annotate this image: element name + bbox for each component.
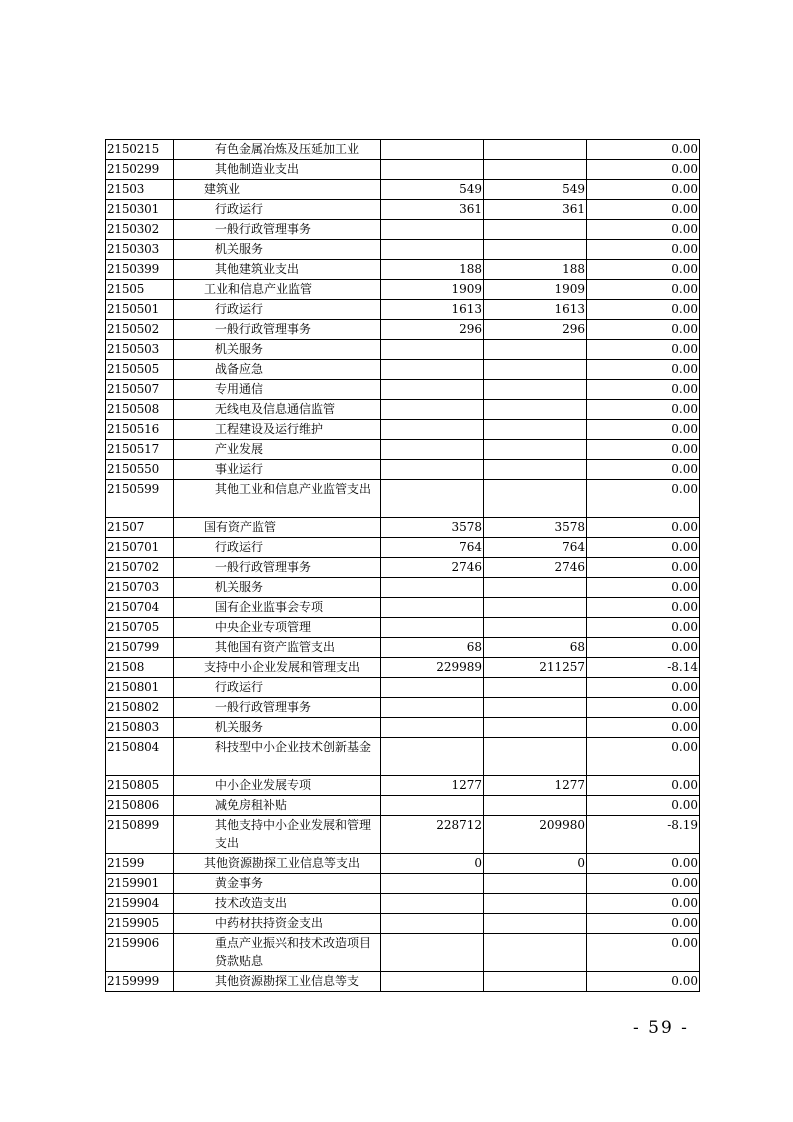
percent-cell: 0.00 <box>587 380 700 400</box>
amount-cell: 1277 <box>381 776 484 796</box>
amount-cell <box>381 420 484 440</box>
name-cell: 事业运行 <box>174 460 381 480</box>
amount-cell: 296 <box>484 320 587 340</box>
percent-cell: 0.00 <box>587 260 700 280</box>
code-cell: 2150508 <box>106 400 174 420</box>
amount-cell <box>484 914 587 934</box>
name-cell: 机关服务 <box>174 578 381 598</box>
code-cell: 2150802 <box>106 698 174 718</box>
name-cell: 行政运行 <box>174 200 381 220</box>
amount-cell <box>381 400 484 420</box>
table-row <box>106 340 700 360</box>
code-cell: 2150299 <box>106 160 174 180</box>
code-cell: 2150505 <box>106 360 174 380</box>
amount-cell <box>381 240 484 260</box>
code-cell: 2150516 <box>106 420 174 440</box>
table-row <box>106 518 700 538</box>
table-row <box>106 698 700 718</box>
amount-cell <box>381 380 484 400</box>
code-cell: 21599 <box>106 854 174 874</box>
page-number: - 59 - <box>633 1018 689 1038</box>
percent-cell: 0.00 <box>587 400 700 420</box>
table-row <box>106 578 700 598</box>
percent-cell: 0.00 <box>587 160 700 180</box>
amount-cell <box>484 400 587 420</box>
name-cell: 黄金事务 <box>174 874 381 894</box>
amount-cell: 1613 <box>484 300 587 320</box>
name-cell: 一般行政管理事务 <box>174 320 381 340</box>
table-row <box>106 440 700 460</box>
code-cell: 2150801 <box>106 678 174 698</box>
amount-cell <box>484 440 587 460</box>
amount-cell: 1613 <box>381 300 484 320</box>
amount-cell: 211257 <box>484 658 587 678</box>
code-cell: 2150399 <box>106 260 174 280</box>
name-cell: 其他建筑业支出 <box>174 260 381 280</box>
amount-cell: 229989 <box>381 658 484 678</box>
table-row <box>106 240 700 260</box>
code-cell: 2159904 <box>106 894 174 914</box>
budget-table <box>105 139 700 992</box>
amount-cell <box>484 894 587 914</box>
code-cell: 2150502 <box>106 320 174 340</box>
amount-cell <box>484 578 587 598</box>
table-row <box>106 300 700 320</box>
amount-cell <box>381 598 484 618</box>
amount-cell <box>484 598 587 618</box>
code-cell: 21503 <box>106 180 174 200</box>
amount-cell: 188 <box>484 260 587 280</box>
amount-cell <box>381 718 484 738</box>
amount-cell <box>381 440 484 460</box>
code-cell: 2150501 <box>106 300 174 320</box>
name-cell: 建筑业 <box>174 180 381 200</box>
name-cell: 重点产业振兴和技术改造项目贷款贴息 <box>174 934 381 972</box>
code-cell: 2150799 <box>106 638 174 658</box>
table-row <box>106 816 700 854</box>
amount-cell <box>484 360 587 380</box>
name-cell: 其他资源勘探工业信息等支出 <box>174 854 381 874</box>
amount-cell <box>381 340 484 360</box>
table-row <box>106 854 700 874</box>
amount-cell <box>484 796 587 816</box>
table-row <box>106 934 700 972</box>
name-cell: 其他支持中小企业发展和管理支出 <box>174 816 381 854</box>
name-cell: 技术改造支出 <box>174 894 381 914</box>
percent-cell: 0.00 <box>587 240 700 260</box>
amount-cell <box>484 460 587 480</box>
percent-cell: 0.00 <box>587 894 700 914</box>
table-row <box>106 400 700 420</box>
table-row <box>106 914 700 934</box>
percent-cell: 0.00 <box>587 618 700 638</box>
percent-cell: 0.00 <box>587 518 700 538</box>
amount-cell <box>381 972 484 992</box>
percent-cell: 0.00 <box>587 854 700 874</box>
percent-cell: 0.00 <box>587 578 700 598</box>
percent-cell: 0.00 <box>587 220 700 240</box>
amount-cell: 0 <box>484 854 587 874</box>
amount-cell: 549 <box>484 180 587 200</box>
table-row <box>106 460 700 480</box>
amount-cell: 1909 <box>484 280 587 300</box>
table-row <box>106 776 700 796</box>
name-cell: 机关服务 <box>174 340 381 360</box>
amount-cell: 296 <box>381 320 484 340</box>
table-row <box>106 874 700 894</box>
name-cell: 有色金属冶炼及压延加工业 <box>174 140 381 160</box>
percent-cell: 0.00 <box>587 598 700 618</box>
percent-cell: 0.00 <box>587 480 700 518</box>
amount-cell <box>484 678 587 698</box>
table-row <box>106 796 700 816</box>
table-row <box>106 558 700 578</box>
table-row <box>106 220 700 240</box>
amount-cell <box>381 934 484 972</box>
amount-cell: 0 <box>381 854 484 874</box>
percent-cell: 0.00 <box>587 874 700 894</box>
percent-cell: 0.00 <box>587 698 700 718</box>
percent-cell: 0.00 <box>587 538 700 558</box>
table-body <box>106 140 700 992</box>
percent-cell: 0.00 <box>587 440 700 460</box>
amount-cell <box>381 480 484 518</box>
table-row <box>106 618 700 638</box>
code-cell: 2150701 <box>106 538 174 558</box>
percent-cell: 0.00 <box>587 320 700 340</box>
name-cell: 其他国有资产监管支出 <box>174 638 381 658</box>
table-row <box>106 200 700 220</box>
table-row <box>106 738 700 776</box>
name-cell: 行政运行 <box>174 300 381 320</box>
name-cell: 其他制造业支出 <box>174 160 381 180</box>
code-cell: 2150303 <box>106 240 174 260</box>
percent-cell: 0.00 <box>587 300 700 320</box>
table-row <box>106 718 700 738</box>
name-cell: 国有资产监管 <box>174 518 381 538</box>
amount-cell <box>484 380 587 400</box>
table-row <box>106 320 700 340</box>
name-cell: 战备应急 <box>174 360 381 380</box>
code-cell: 2150599 <box>106 480 174 518</box>
percent-cell: 0.00 <box>587 796 700 816</box>
table-row <box>106 678 700 698</box>
amount-cell: 228712 <box>381 816 484 854</box>
amount-cell <box>381 698 484 718</box>
name-cell: 机关服务 <box>174 718 381 738</box>
name-cell: 减免房租补贴 <box>174 796 381 816</box>
table-row <box>106 480 700 518</box>
amount-cell <box>381 914 484 934</box>
table-row <box>106 260 700 280</box>
amount-cell <box>381 738 484 776</box>
table-row <box>106 360 700 380</box>
amount-cell: 209980 <box>484 816 587 854</box>
percent-cell: 0.00 <box>587 200 700 220</box>
percent-cell: 0.00 <box>587 914 700 934</box>
name-cell: 一般行政管理事务 <box>174 220 381 240</box>
percent-cell: 0.00 <box>587 934 700 972</box>
name-cell: 国有企业监事会专项 <box>174 598 381 618</box>
percent-cell: 0.00 <box>587 972 700 992</box>
amount-cell <box>484 698 587 718</box>
amount-cell <box>484 420 587 440</box>
amount-cell: 188 <box>381 260 484 280</box>
amount-cell <box>381 160 484 180</box>
name-cell: 产业发展 <box>174 440 381 460</box>
percent-cell: -8.14 <box>587 658 700 678</box>
code-cell: 2150704 <box>106 598 174 618</box>
table-row <box>106 658 700 678</box>
code-cell: 2150805 <box>106 776 174 796</box>
code-cell: 2159906 <box>106 934 174 972</box>
amount-cell <box>381 140 484 160</box>
code-cell: 2150507 <box>106 380 174 400</box>
amount-cell <box>484 240 587 260</box>
percent-cell: 0.00 <box>587 280 700 300</box>
percent-cell: 0.00 <box>587 340 700 360</box>
percent-cell: 0.00 <box>587 460 700 480</box>
amount-cell: 2746 <box>484 558 587 578</box>
code-cell: 2150301 <box>106 200 174 220</box>
code-cell: 2150215 <box>106 140 174 160</box>
code-cell: 2150702 <box>106 558 174 578</box>
table-row <box>106 380 700 400</box>
name-cell: 无线电及信息通信监管 <box>174 400 381 420</box>
amount-cell <box>381 578 484 598</box>
code-cell: 21505 <box>106 280 174 300</box>
percent-cell: 0.00 <box>587 140 700 160</box>
name-cell: 行政运行 <box>174 678 381 698</box>
name-cell: 科技型中小企业技术创新基金 <box>174 738 381 776</box>
amount-cell <box>381 360 484 380</box>
amount-cell: 361 <box>484 200 587 220</box>
table-row <box>106 538 700 558</box>
code-cell: 2150803 <box>106 718 174 738</box>
percent-cell: 0.00 <box>587 638 700 658</box>
percent-cell: 0.00 <box>587 718 700 738</box>
name-cell: 工业和信息产业监管 <box>174 280 381 300</box>
code-cell: 2150899 <box>106 816 174 854</box>
amount-cell <box>484 480 587 518</box>
percent-cell: 0.00 <box>587 776 700 796</box>
amount-cell <box>381 618 484 638</box>
amount-cell: 68 <box>484 638 587 658</box>
name-cell: 工程建设及运行维护 <box>174 420 381 440</box>
name-cell: 行政运行 <box>174 538 381 558</box>
amount-cell <box>484 972 587 992</box>
code-cell: 2150302 <box>106 220 174 240</box>
amount-cell <box>381 796 484 816</box>
amount-cell: 549 <box>381 180 484 200</box>
percent-cell: 0.00 <box>587 738 700 776</box>
amount-cell <box>381 678 484 698</box>
amount-cell: 764 <box>484 538 587 558</box>
amount-cell <box>381 460 484 480</box>
table-row <box>106 160 700 180</box>
code-cell: 2150806 <box>106 796 174 816</box>
amount-cell <box>381 894 484 914</box>
name-cell: 中药材扶持资金支出 <box>174 914 381 934</box>
percent-cell: 0.00 <box>587 420 700 440</box>
percent-cell: 0.00 <box>587 360 700 380</box>
amount-cell: 3578 <box>484 518 587 538</box>
percent-cell: 0.00 <box>587 180 700 200</box>
percent-cell: 0.00 <box>587 678 700 698</box>
amount-cell <box>484 618 587 638</box>
amount-cell: 361 <box>381 200 484 220</box>
name-cell: 中小企业发展专项 <box>174 776 381 796</box>
name-cell: 一般行政管理事务 <box>174 558 381 578</box>
table-row <box>106 972 700 992</box>
amount-cell: 1277 <box>484 776 587 796</box>
amount-cell <box>484 934 587 972</box>
amount-cell <box>484 718 587 738</box>
code-cell: 2150804 <box>106 738 174 776</box>
table-row <box>106 280 700 300</box>
amount-cell <box>381 874 484 894</box>
code-cell: 2159901 <box>106 874 174 894</box>
table-row <box>106 638 700 658</box>
amount-cell <box>484 874 587 894</box>
amount-cell: 3578 <box>381 518 484 538</box>
amount-cell <box>484 340 587 360</box>
table-row <box>106 140 700 160</box>
code-cell: 21508 <box>106 658 174 678</box>
amount-cell <box>484 220 587 240</box>
amount-cell: 1909 <box>381 280 484 300</box>
table-row <box>106 598 700 618</box>
name-cell: 机关服务 <box>174 240 381 260</box>
code-cell: 2159905 <box>106 914 174 934</box>
amount-cell <box>484 738 587 776</box>
name-cell: 专用通信 <box>174 380 381 400</box>
code-cell: 2150503 <box>106 340 174 360</box>
amount-cell: 764 <box>381 538 484 558</box>
name-cell: 一般行政管理事务 <box>174 698 381 718</box>
table-row <box>106 420 700 440</box>
table-row <box>106 894 700 914</box>
amount-cell: 2746 <box>381 558 484 578</box>
name-cell: 支持中小企业发展和管理支出 <box>174 658 381 678</box>
amount-cell <box>484 140 587 160</box>
name-cell: 中央企业专项管理 <box>174 618 381 638</box>
amount-cell: 68 <box>381 638 484 658</box>
code-cell: 2150550 <box>106 460 174 480</box>
name-cell: 其他工业和信息产业监管支出 <box>174 480 381 518</box>
code-cell: 2150517 <box>106 440 174 460</box>
code-cell: 2150703 <box>106 578 174 598</box>
table-row <box>106 180 700 200</box>
amount-cell <box>381 220 484 240</box>
name-cell: 其他资源勘探工业信息等支 <box>174 972 381 992</box>
amount-cell <box>484 160 587 180</box>
code-cell: 2150705 <box>106 618 174 638</box>
percent-cell: 0.00 <box>587 558 700 578</box>
percent-cell: -8.19 <box>587 816 700 854</box>
code-cell: 21507 <box>106 518 174 538</box>
code-cell: 2159999 <box>106 972 174 992</box>
